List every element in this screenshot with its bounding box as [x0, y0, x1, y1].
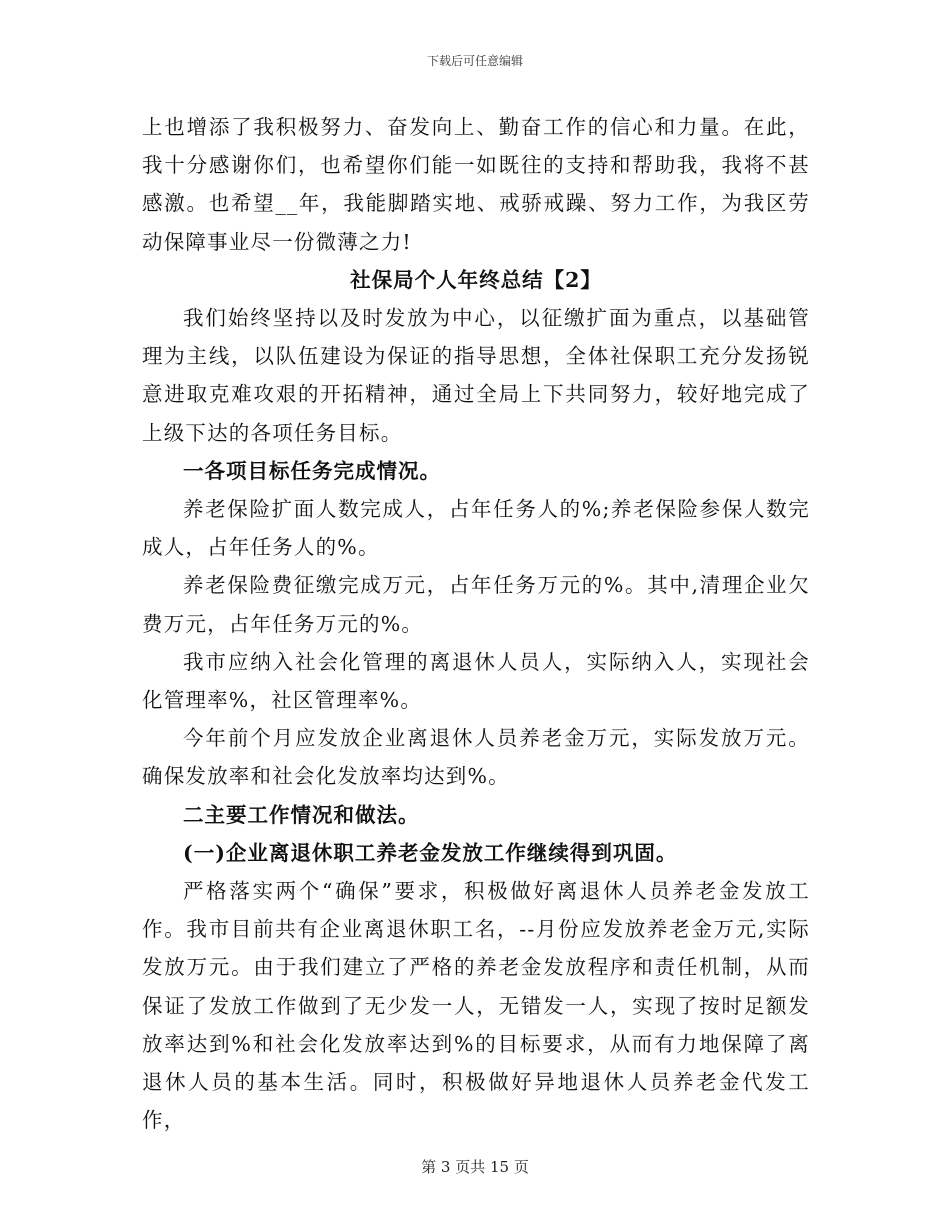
section-title: 社保局个人年终总结【2】	[350, 267, 602, 292]
paragraph-socialized-management: 我市应纳入社会化管理的离退休人员人，实际纳入人，实现社会化管理率%，社区管理率%。	[142, 649, 810, 713]
page-header: 下载后可任意编辑	[426, 54, 523, 68]
paragraph-pension-coverage: 养老保险扩面人数完成人，占年任务人的%;养老保险参保人数完成人，占年任务人的%。	[142, 497, 810, 560]
paragraph-intro: 我们始终坚持以及时发放为中心，以征缴扩面为重点，以基础管理为主线，以队伍建设为保证的指导思想，全体社保职工充分发扬锐意进取克难攻艰的开拓精神，通过全局上下共同努力，较好地完成了上级下达的各项任务目标。	[142, 306, 810, 445]
document-body	[142, 108, 810, 1139]
heading-targets: 一各项目标任务完成情况。	[183, 458, 441, 483]
page-number: 第 3 页共 15 页	[421, 1158, 529, 1176]
paragraph-continuation: 上也增添了我积极努力、奋发向上、勤奋工作的信心和力量。在此，我十分感谢你们，也希望你们能一如既往的支持和帮助我，我将不甚感激。也希望__年，我能脚踏实地、戒骄戒躁、努力工作，为我区劳动保障事业尽一份微薄之力!	[142, 115, 810, 254]
paragraph-pension-work: 严格落实两个“确保”要求，积极做好离退休人员养老金发放工作。我市目前共有企业离退休职工名，--月份应发放养老金万元,实际发放万元。由于我们建立了严格的养老金发放程序和责任机制，从而保证了发放工作做到了无少发一人，无错发一人，实现了按时足额发放率达到%和社会化发放率达到%的目标要求，从而有力地保障了离退休人员的基本生活。同时，积极做好异地退休人员养老金代发工作，	[142, 879, 810, 1133]
heading-main-work: 二主要工作情况和做法。	[183, 802, 420, 827]
heading-subsection-1: (一)企业离退休职工养老金发放工作继续得到巩固。	[183, 840, 678, 865]
paragraph-pension-payment: 今年前个月应发放企业离退休人员养老金万元，实际发放万元。确保发放率和社会化发放率均达到%。	[142, 726, 810, 789]
paragraph-pension-fees: 养老保险费征缴完成万元，占年任务万元的%。其中,清理企业欠费万元，占年任务万元的%。	[142, 573, 810, 636]
